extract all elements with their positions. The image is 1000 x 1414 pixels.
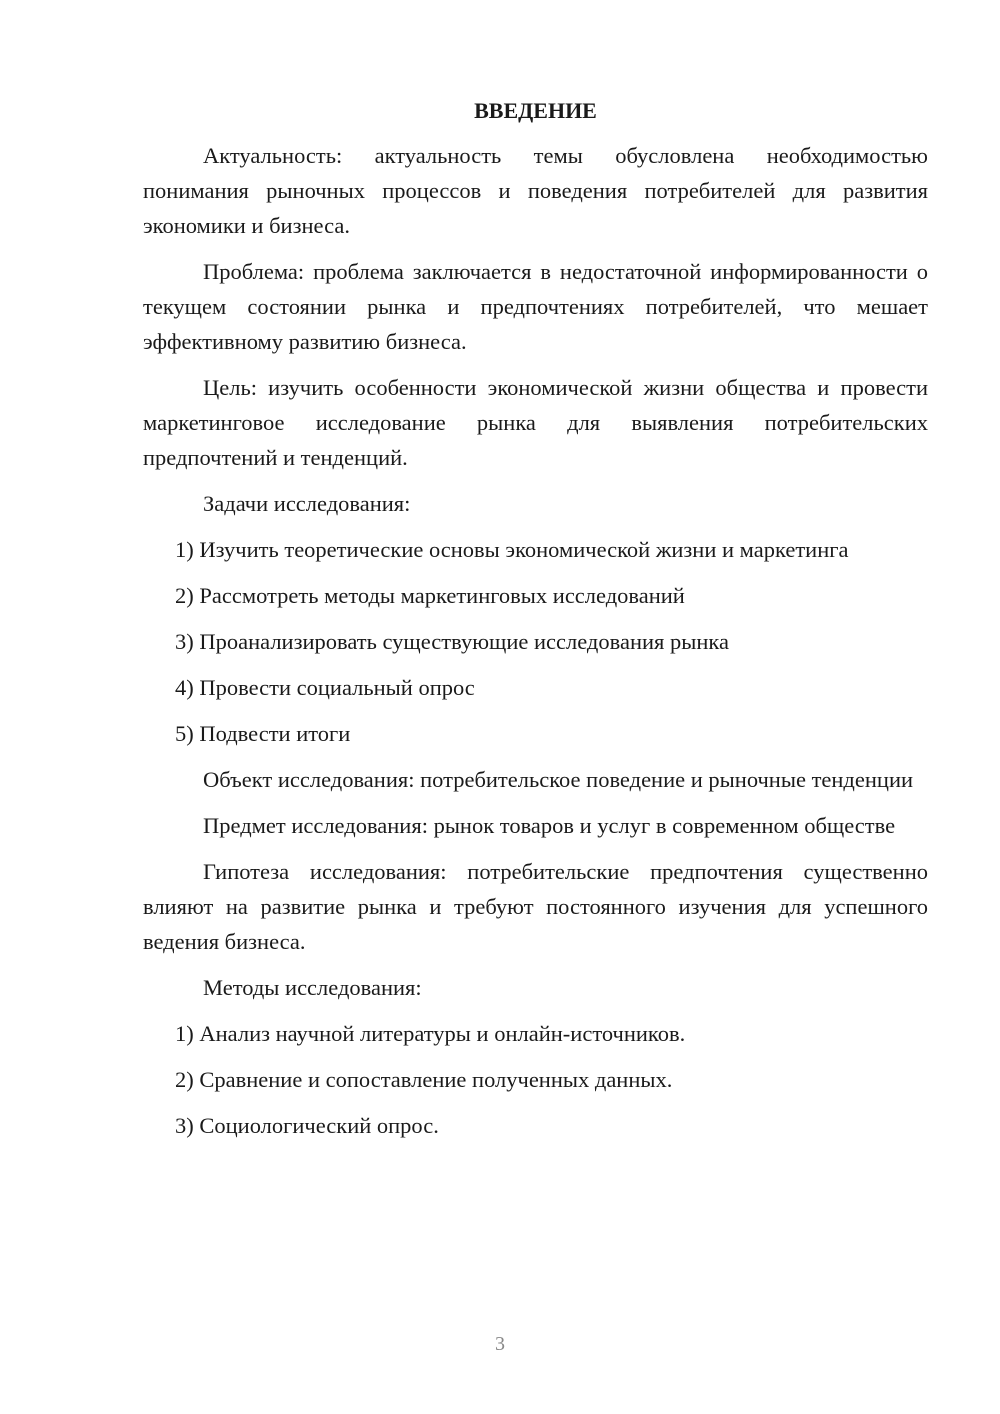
methods-heading: Методы исследования:	[203, 975, 422, 1000]
task-item: 3) Проанализировать существующие исследования рынка	[175, 629, 729, 654]
task-item: 4) Провести социальный опрос	[175, 675, 475, 700]
page-title: ВВЕДЕНИЕ	[474, 98, 597, 123]
paragraph-object: Объект исследования: потребительское поведение и рыночные тенденции	[203, 767, 914, 792]
paragraph-relevance: Актуальность: актуальность темы обусловлена необходимостью понимания рыночных процессов и поведения потребителей для развития экономики и бизнеса.	[143, 143, 928, 238]
task-item: 2) Рассмотреть методы маркетинговых исследований	[175, 583, 685, 608]
page-content	[143, 93, 928, 1154]
paragraph-goal: Цель: изучить особенности экономической жизни общества и провести маркетинговое исследование рынка для выявления потребительских предпочтений и тенденций.	[143, 375, 928, 470]
task-item: 1) Изучить теоретические основы экономической жизни и маркетинга	[175, 537, 849, 562]
methods-list	[143, 1016, 928, 1143]
paragraph-subject: Предмет исследования: рынок товаров и услуг в современном обществе	[203, 813, 896, 838]
tasks-list	[143, 532, 928, 751]
paragraph-problem: Проблема: проблема заключается в недостаточной информированности о текущем состоянии рынка и предпочтениях потребителей, что мешает эффективному развитию бизнеса.	[143, 259, 928, 354]
method-item: 2) Сравнение и сопоставление полученных данных.	[175, 1067, 673, 1092]
method-item: 3) Социологический опрос.	[175, 1113, 439, 1138]
task-item: 5) Подвести итоги	[175, 721, 351, 746]
paragraph-hypothesis: Гипотеза исследования: потребительские предпочтения существенно влияют на развитие рынка и требуют постоянного изучения для успешного ведения бизнеса.	[143, 859, 928, 954]
tasks-heading: Задачи исследования:	[203, 491, 411, 516]
method-item: 1) Анализ научной литературы и онлайн-источников.	[175, 1021, 686, 1046]
page-number: 3	[495, 1333, 505, 1355]
